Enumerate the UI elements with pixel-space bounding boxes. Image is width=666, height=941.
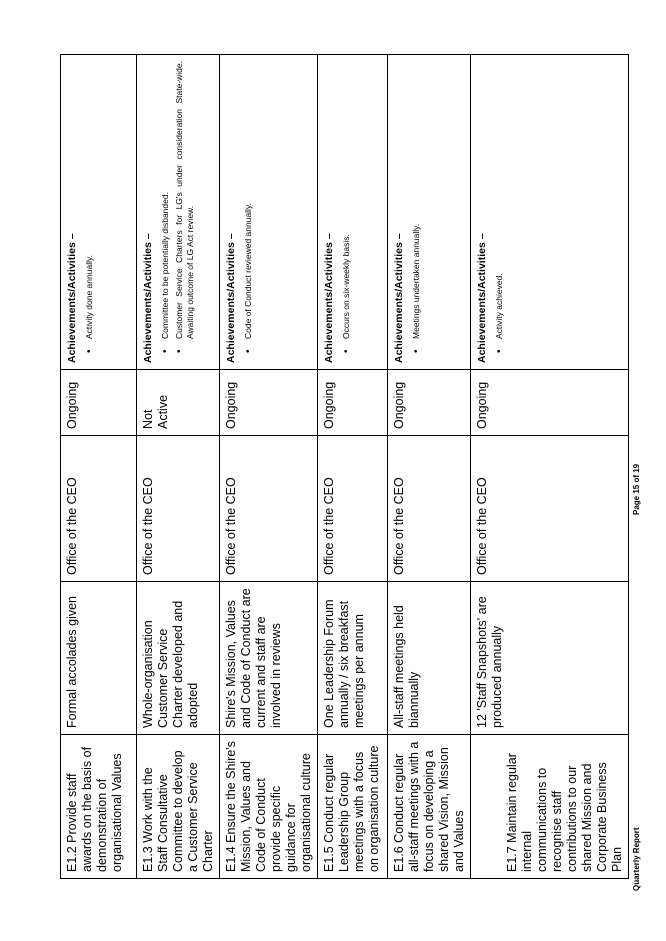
kpi-cell: One Leadership Forum annually / six breakfast meetings per annum bbox=[318, 582, 388, 735]
bullet-icon: • bbox=[174, 349, 185, 353]
list-item bbox=[494, 61, 505, 353]
responsible-cell: Office of the CEO bbox=[471, 436, 629, 582]
list-item bbox=[243, 61, 254, 353]
list-item bbox=[160, 61, 171, 353]
objective-text: E1.7 Maintain regular internal communications to recognise staff contributions to our shared Mission and Corporate Business Plan bbox=[505, 753, 624, 872]
objective-cell: E1.2 Provide staff awards on the basis of demonstration of organisational Values bbox=[61, 735, 137, 879]
achievements-heading: Achievements/Activities – bbox=[66, 233, 78, 363]
table-row bbox=[318, 55, 388, 879]
achievement-text: Activity done annually. bbox=[84, 255, 94, 339]
achievement-text: Code of Conduct reviewed annually. bbox=[243, 203, 253, 339]
achievements-cell bbox=[318, 55, 388, 370]
achievements-cell bbox=[388, 55, 471, 370]
achievements-heading: Achievements/Activities – bbox=[393, 233, 405, 363]
status-cell: Not Active bbox=[137, 370, 220, 436]
bullet-icon: • bbox=[494, 349, 505, 353]
status-cell: Ongoing bbox=[318, 370, 388, 436]
kpi-cell: All-staff meetings held biannually bbox=[388, 582, 471, 735]
objective-cell: E1.4 Ensure the Shire's Mission, Values and Code of Conduct provide specific guidance for organisational culture bbox=[220, 735, 318, 879]
achievement-text: Committee to be potentially disbanded. bbox=[160, 192, 170, 339]
table-row bbox=[388, 55, 471, 879]
list-item bbox=[84, 61, 95, 353]
status-cell: Ongoing bbox=[220, 370, 318, 436]
objective-cell: E1.3 Work with the Staff Consultative Committee to develop a Customer Service Charter bbox=[137, 735, 220, 879]
achievements-list bbox=[411, 61, 422, 363]
achievements-list bbox=[84, 61, 95, 363]
bullet-icon: • bbox=[341, 349, 352, 353]
objective-cell bbox=[471, 735, 629, 879]
achievement-text: Customer Service Charters for LG's under consideration State-wide. Awaiting outcome of LG Act review. bbox=[174, 61, 195, 339]
bullet-icon: • bbox=[411, 349, 422, 353]
list-item bbox=[174, 61, 196, 353]
kpi-cell: 12 'Staff Snapshots' are produced annually bbox=[471, 582, 629, 735]
table-row bbox=[471, 55, 629, 879]
kpi-cell: Formal accolades given bbox=[61, 582, 137, 735]
achievements-heading: Achievements/Activities – bbox=[142, 233, 154, 363]
table-row bbox=[137, 55, 220, 879]
responsible-cell: Office of the CEO bbox=[388, 436, 471, 582]
achievements-list bbox=[494, 61, 505, 363]
achievement-text: Activity achieved. bbox=[494, 273, 504, 339]
achievements-cell bbox=[61, 55, 137, 370]
bullet-icon: • bbox=[243, 349, 254, 353]
objective-cell: E1.5 Conduct regular Leadership Group meetings with a focus on organisation culture bbox=[318, 735, 388, 879]
status-cell: Ongoing bbox=[471, 370, 629, 436]
list-item bbox=[411, 61, 422, 353]
footer-page-number: Page 15 of 19 bbox=[632, 463, 641, 515]
responsible-cell: Office of the CEO bbox=[137, 436, 220, 582]
achievements-cell bbox=[220, 55, 318, 370]
list-item bbox=[341, 61, 352, 353]
responsible-cell: Office of the CEO bbox=[61, 436, 137, 582]
bullet-icon: • bbox=[160, 349, 171, 353]
achievement-text: Occurs on six-weekly basis. bbox=[341, 234, 351, 339]
responsible-cell: Office of the CEO bbox=[220, 436, 318, 582]
achievements-heading: Achievements/Activities – bbox=[323, 233, 335, 363]
achievements-list bbox=[341, 61, 352, 363]
objective-cell: E1.6 Conduct regular all-staff meetings with a focus on developing a shared Vision, Mission and Values bbox=[388, 735, 471, 879]
achievements-cell bbox=[471, 55, 629, 370]
achievements-list bbox=[243, 61, 254, 363]
table-row bbox=[220, 55, 318, 879]
table-row bbox=[61, 55, 137, 879]
status-cell: Ongoing bbox=[61, 370, 137, 436]
objectives-table bbox=[60, 54, 629, 879]
status-cell: Ongoing bbox=[388, 370, 471, 436]
achievements-heading: Achievements/Activities – bbox=[476, 233, 488, 363]
responsible-cell: Office of the CEO bbox=[318, 436, 388, 582]
kpi-cell: Shire's Mission, Values and Code of Conduct are current and staff are involved in reviews bbox=[220, 582, 318, 735]
bullet-icon: • bbox=[84, 349, 95, 353]
achievements-cell bbox=[137, 55, 220, 370]
achievement-text: Meetings undertaken annually. bbox=[411, 223, 421, 339]
achievements-heading: Achievements/Activities – bbox=[225, 233, 237, 363]
footer-report-name: Quarterly Report bbox=[632, 827, 641, 891]
kpi-cell: Whole-organisation Customer Service Charter developed and adopted bbox=[137, 582, 220, 735]
achievements-list bbox=[160, 61, 196, 363]
